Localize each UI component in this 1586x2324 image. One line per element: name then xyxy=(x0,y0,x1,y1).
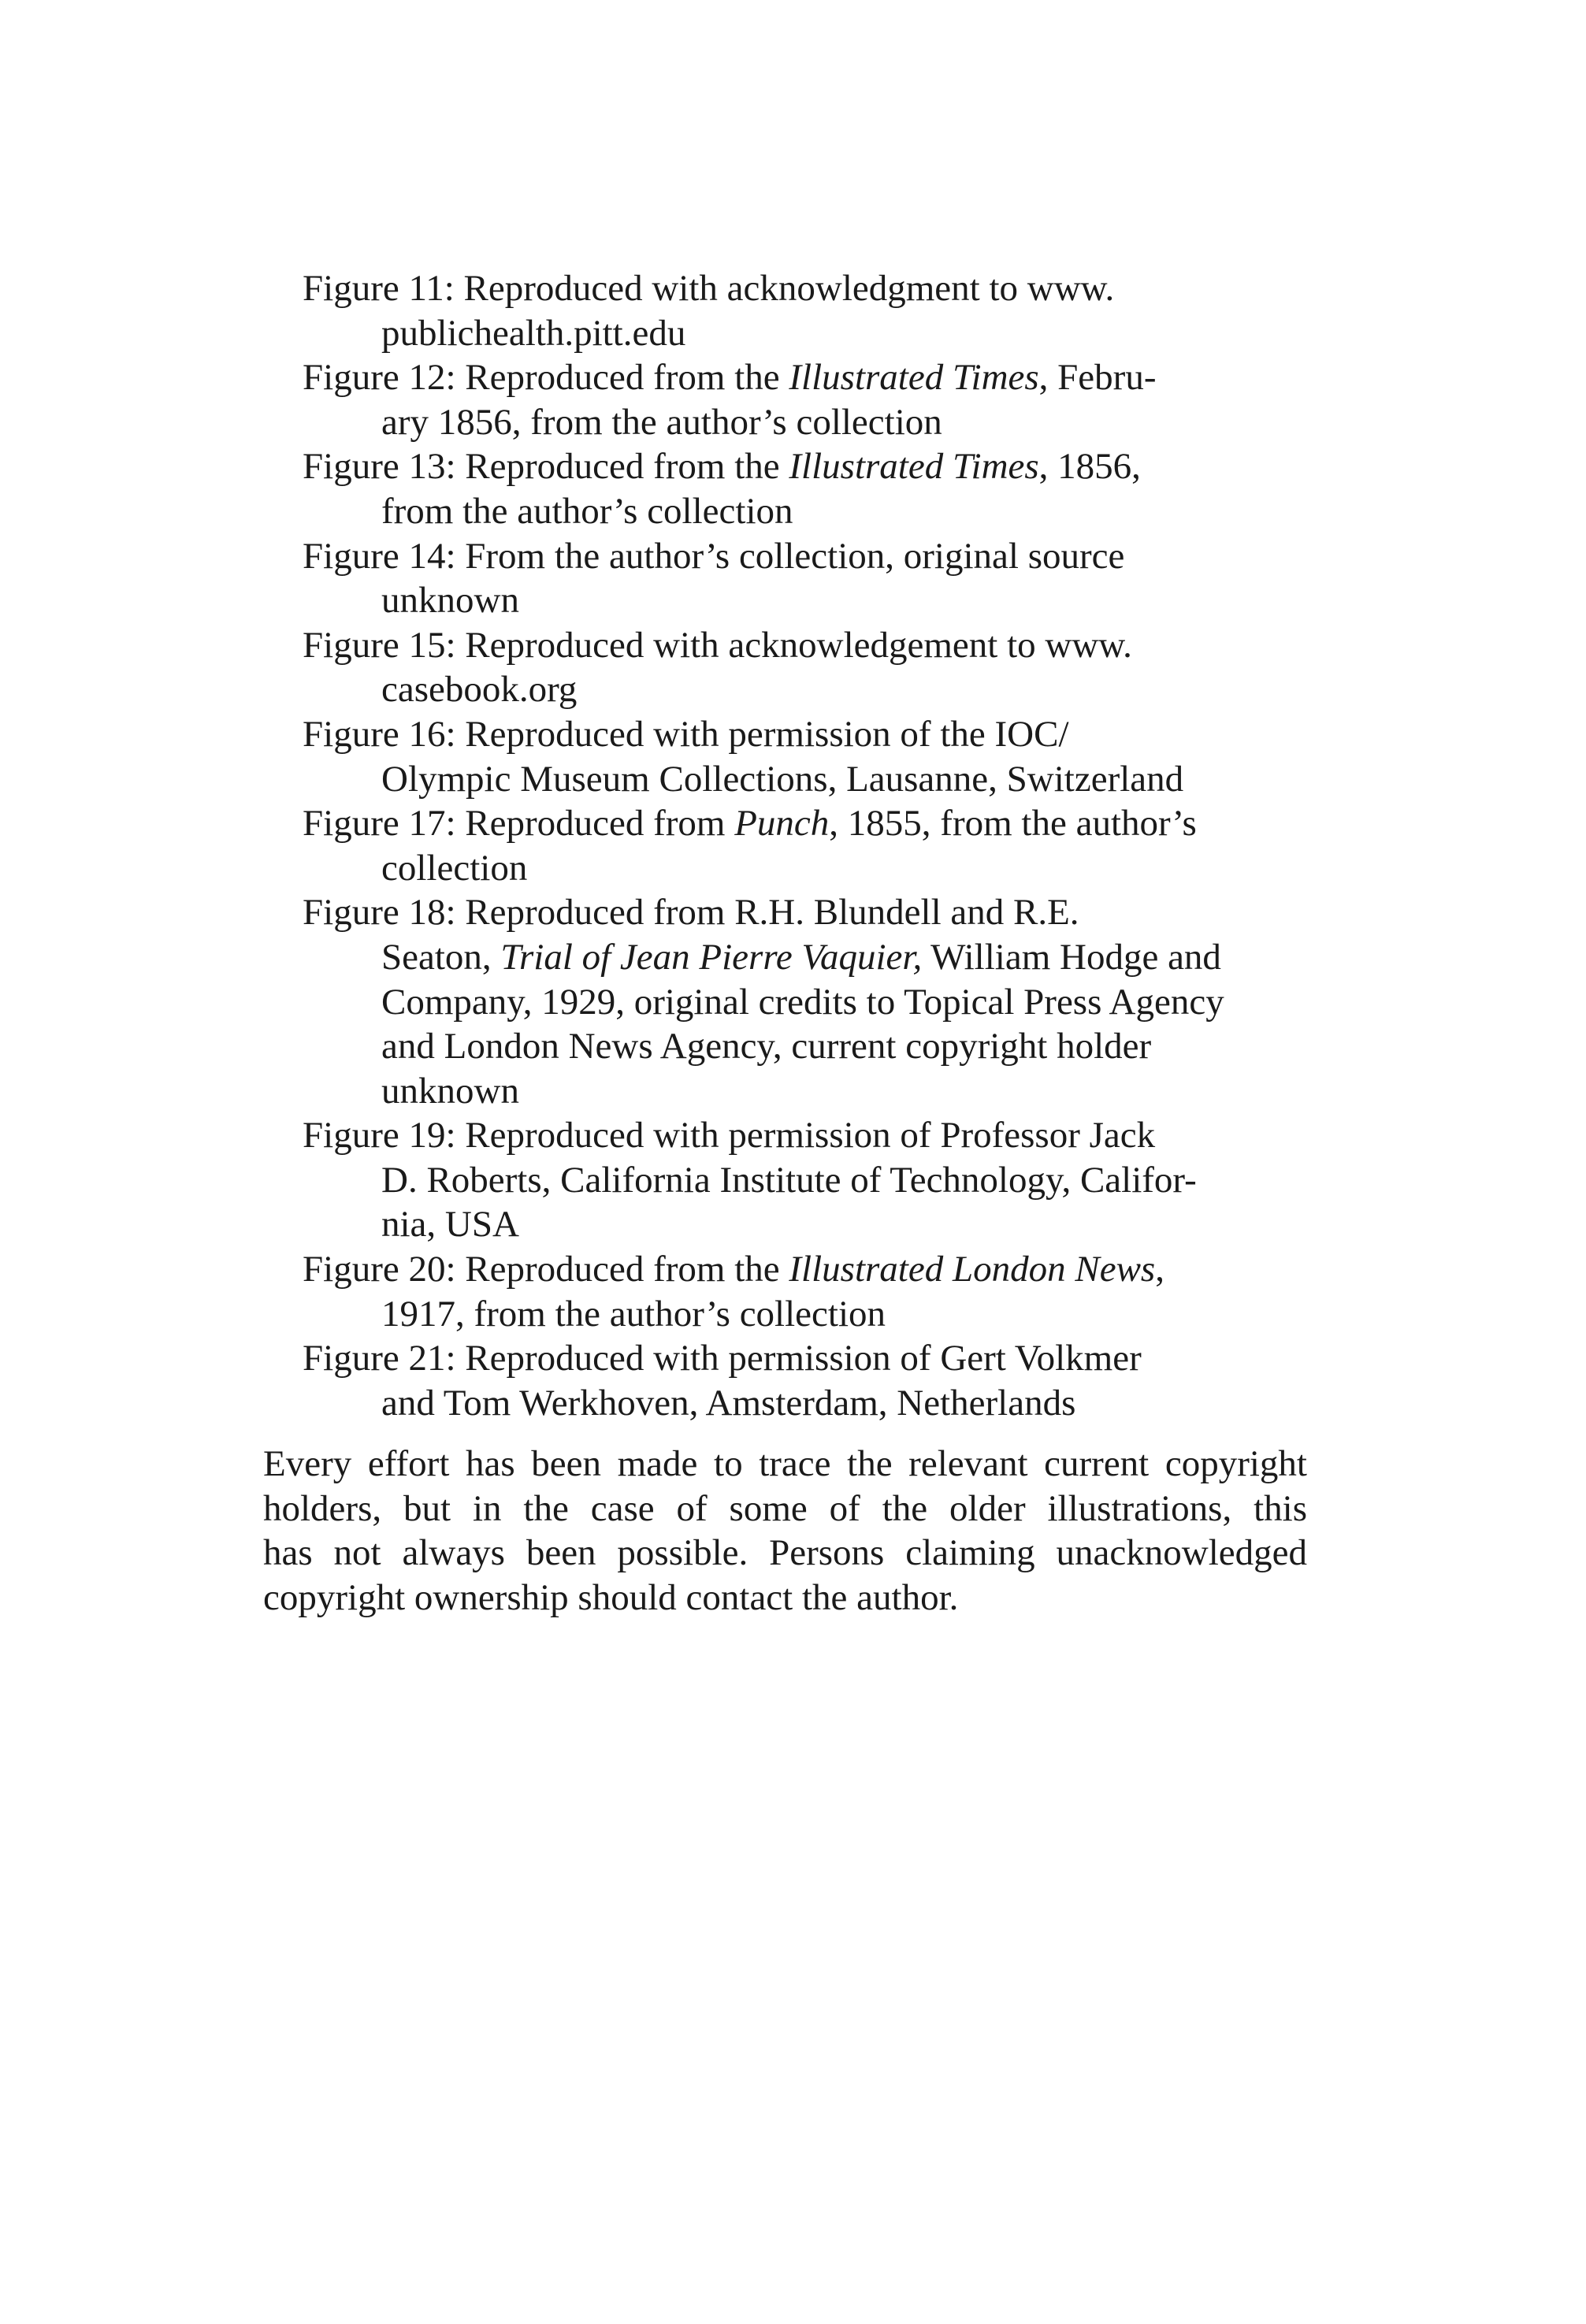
figure-credits-list xyxy=(303,266,1327,1425)
figure-credit xyxy=(303,801,1327,890)
figure-credit-line: Figure 13: Reproduced from the Illustrated Times, 1856, xyxy=(303,446,1141,488)
copyright-notice-line: copyright ownership should contact the author. xyxy=(263,1576,959,1618)
figure-credit-line: Figure 14: From the author’s collection, original source xyxy=(303,535,1125,577)
italic-title: Illustrated London News xyxy=(789,1249,1156,1290)
figure-credit-line: publichealth.pitt.edu xyxy=(381,312,686,354)
italic-title: Illustrated Times xyxy=(789,357,1039,399)
copyright-notice-line: Every effort has been made to trace the relevant current copyright xyxy=(263,1443,1307,1484)
figure-credit-line: Figure 12: Reproduced from the Illustrated Times, Febru- xyxy=(303,357,1157,399)
figure-credit xyxy=(303,1336,1327,1425)
figure-credit-line: and London News Agency, current copyright holder xyxy=(381,1026,1152,1067)
figure-credit xyxy=(303,890,1327,1113)
figure-credit-line: ary 1856, from the author’s collection xyxy=(381,401,942,443)
figure-credit-line: unknown xyxy=(381,1070,519,1112)
figure-credit xyxy=(303,623,1327,712)
figure-credit-line: Figure 16: Reproduced with permission of the IOC/ xyxy=(303,713,1069,755)
figure-credit xyxy=(303,1247,1327,1336)
italic-title: Punch xyxy=(734,803,830,845)
copyright-notice xyxy=(263,1442,1307,1620)
figure-credit xyxy=(303,712,1327,801)
figure-credit-line: collection xyxy=(381,847,528,889)
figure-credit xyxy=(303,534,1327,623)
figure-credit-line: Figure 17: Reproduced from Punch, 1855, from the author’s xyxy=(303,803,1197,845)
figure-credit xyxy=(303,355,1327,444)
figure-credit-line: Figure 11: Reproduced with acknowledgment to www. xyxy=(303,268,1115,309)
figure-credit-line: Company, 1929, original credits to Topical Press Agency xyxy=(381,981,1224,1023)
figure-credit-line: Figure 21: Reproduced with permission of Gert Volkmer xyxy=(303,1338,1142,1379)
copyright-notice-line: holders, but in the case of some of the older illustrations, this xyxy=(263,1487,1307,1529)
figure-credit-line: Figure 15: Reproduced with acknowledgement to www. xyxy=(303,624,1132,666)
figure-credit-line: D. Roberts, California Institute of Technology, Califor- xyxy=(381,1159,1197,1201)
italic-title: Trial of Jean Pierre Vaquier, xyxy=(500,936,923,978)
figure-credit-line: from the author’s collection xyxy=(381,490,793,532)
figure-credit-line: casebook.org xyxy=(381,669,578,711)
figure-credit-line: nia, USA xyxy=(381,1204,519,1246)
copyright-notice-line: has not always been possible. Persons claiming unacknowledged xyxy=(263,1532,1307,1574)
figure-credit-line: unknown xyxy=(381,580,519,622)
figure-credit xyxy=(303,444,1327,533)
figure-credit-line: Seaton, Trial of Jean Pierre Vaquier, William Hodge and xyxy=(381,936,1221,978)
figure-credit-line: Figure 20: Reproduced from the Illustrated London News, xyxy=(303,1249,1164,1290)
figure-credit-line: Figure 19: Reproduced with permission of Professor Jack xyxy=(303,1115,1156,1156)
figure-credit-line: and Tom Werkhoven, Amsterdam, Netherlands xyxy=(381,1382,1076,1424)
figure-credit xyxy=(303,266,1327,355)
figure-credit-line: 1917, from the author’s collection xyxy=(381,1293,886,1335)
figure-credit-line: Figure 18: Reproduced from R.H. Blundell and R.E. xyxy=(303,892,1079,934)
italic-title: Illustrated Times xyxy=(789,446,1039,488)
figure-credit-line: Olympic Museum Collections, Lausanne, Switzerland xyxy=(381,758,1184,800)
figure-credit xyxy=(303,1113,1327,1247)
